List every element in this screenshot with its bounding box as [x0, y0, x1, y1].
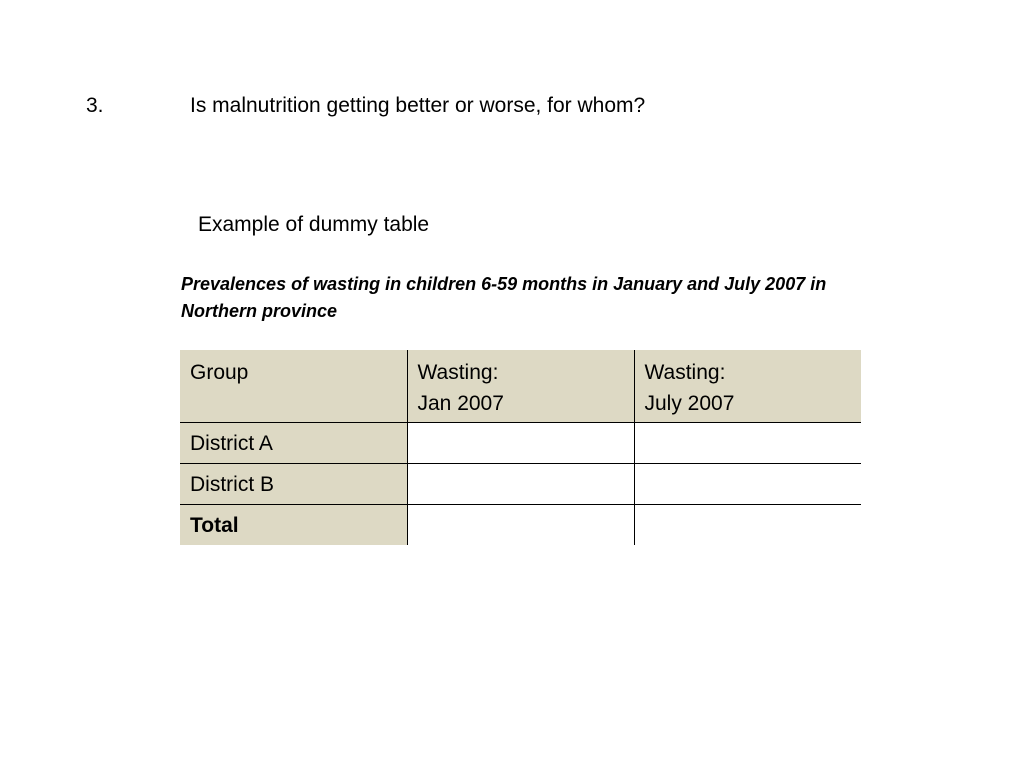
header-jan-line1: Wasting:	[417, 361, 499, 384]
table-row	[180, 504, 861, 545]
table-caption: Prevalences of wasting in children 6-59 months in January and July 2007 in Northern province	[181, 274, 827, 321]
cell-total-jan	[407, 504, 634, 545]
header-july-line1: Wasting:	[644, 361, 726, 384]
table-header-row	[180, 350, 861, 422]
dummy-table	[180, 350, 861, 545]
cell-district-a-july	[634, 422, 861, 463]
question-text: Is malnutrition getting better or worse, for whom?	[190, 94, 646, 117]
header-cell-jan	[407, 350, 634, 422]
header-cell-july	[634, 350, 861, 422]
row-label-total: Total	[180, 504, 407, 545]
header-group-line1: Group	[190, 361, 249, 384]
subtitle: Example of dummy table	[198, 213, 430, 236]
header-july-line2: July 2007	[644, 392, 735, 415]
header-jan-line2: Jan 2007	[417, 392, 504, 415]
row-label-district-b: District B	[180, 463, 407, 504]
cell-district-b-july	[634, 463, 861, 504]
question-number: 3.	[86, 94, 104, 117]
cell-total-july	[634, 504, 861, 545]
table-row	[180, 463, 861, 504]
row-label-district-a: District A	[180, 422, 407, 463]
header-cell-group	[180, 350, 407, 422]
table-row	[180, 422, 861, 463]
cell-district-b-jan	[407, 463, 634, 504]
cell-district-a-jan	[407, 422, 634, 463]
